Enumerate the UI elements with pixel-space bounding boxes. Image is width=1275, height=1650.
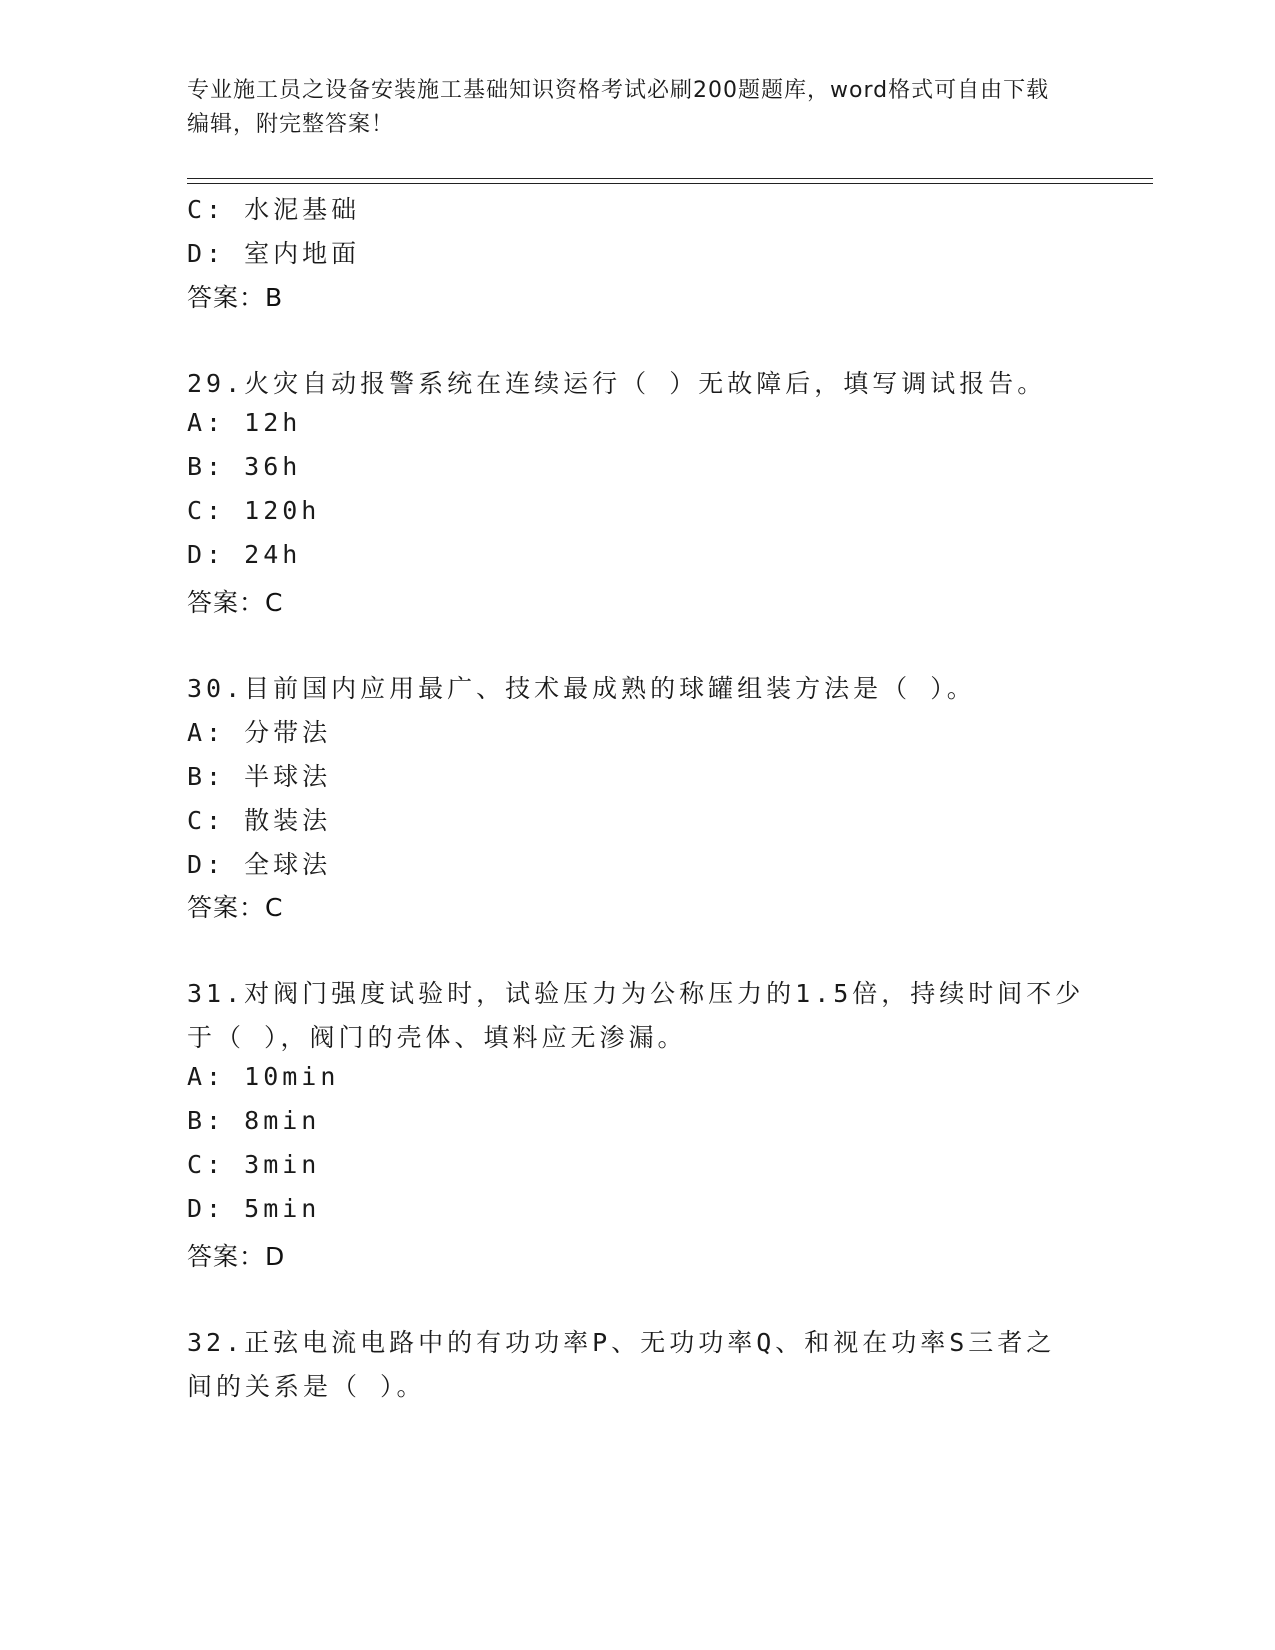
option-line: D: 24h [187,540,302,569]
option-line: A: 分带法 [187,718,332,747]
question-stem-continued: 于（ ），阀门的壳体、填料应无渗漏。 [187,1023,687,1052]
document-header: 专业施工员之设备安装施工基础知识资格考试必刷200题题库，word格式可自由下载编辑，附完整答案！ [187,78,1050,137]
option-line: B: 8min [187,1106,321,1135]
option-line: C: 水泥基础 [187,195,361,224]
option-line: D: 5min [187,1194,321,1223]
answer-line: 答案：B [187,283,284,312]
option-line: B: 36h [187,452,302,481]
header-rule-bottom [187,183,1153,184]
question-stem: 31.对阀门强度试验时，试验压力为公称压力的1.5倍，持续时间不少 [187,979,1085,1008]
option-line: B: 半球法 [187,762,332,791]
option-line: D: 全球法 [187,850,332,879]
answer-line: 答案：C [187,893,284,922]
option-line: D: 室内地面 [187,239,361,268]
header-rule-top [187,178,1153,179]
option-line: A: 10min [187,1062,340,1091]
answer-line: 答案：C [187,588,284,617]
question-stem: 29.火灾自动报警系统在连续运行（ ）无故障后，填写调试报告。 [187,369,1047,398]
option-line: C: 散装法 [187,806,332,835]
option-line: C: 120h [187,496,321,525]
option-line: C: 3min [187,1150,321,1179]
answer-line: 答案：D [187,1242,286,1271]
question-stem-continued: 间的关系是（ ）。 [187,1372,426,1401]
question-stem: 32.正弦电流电路中的有功功率P、无功功率Q、和视在功率S三者之 [187,1328,1056,1357]
question-stem: 30.目前国内应用最广、技术最成熟的球罐组装方法是（ ）。 [187,674,976,703]
option-line: A: 12h [187,408,302,437]
